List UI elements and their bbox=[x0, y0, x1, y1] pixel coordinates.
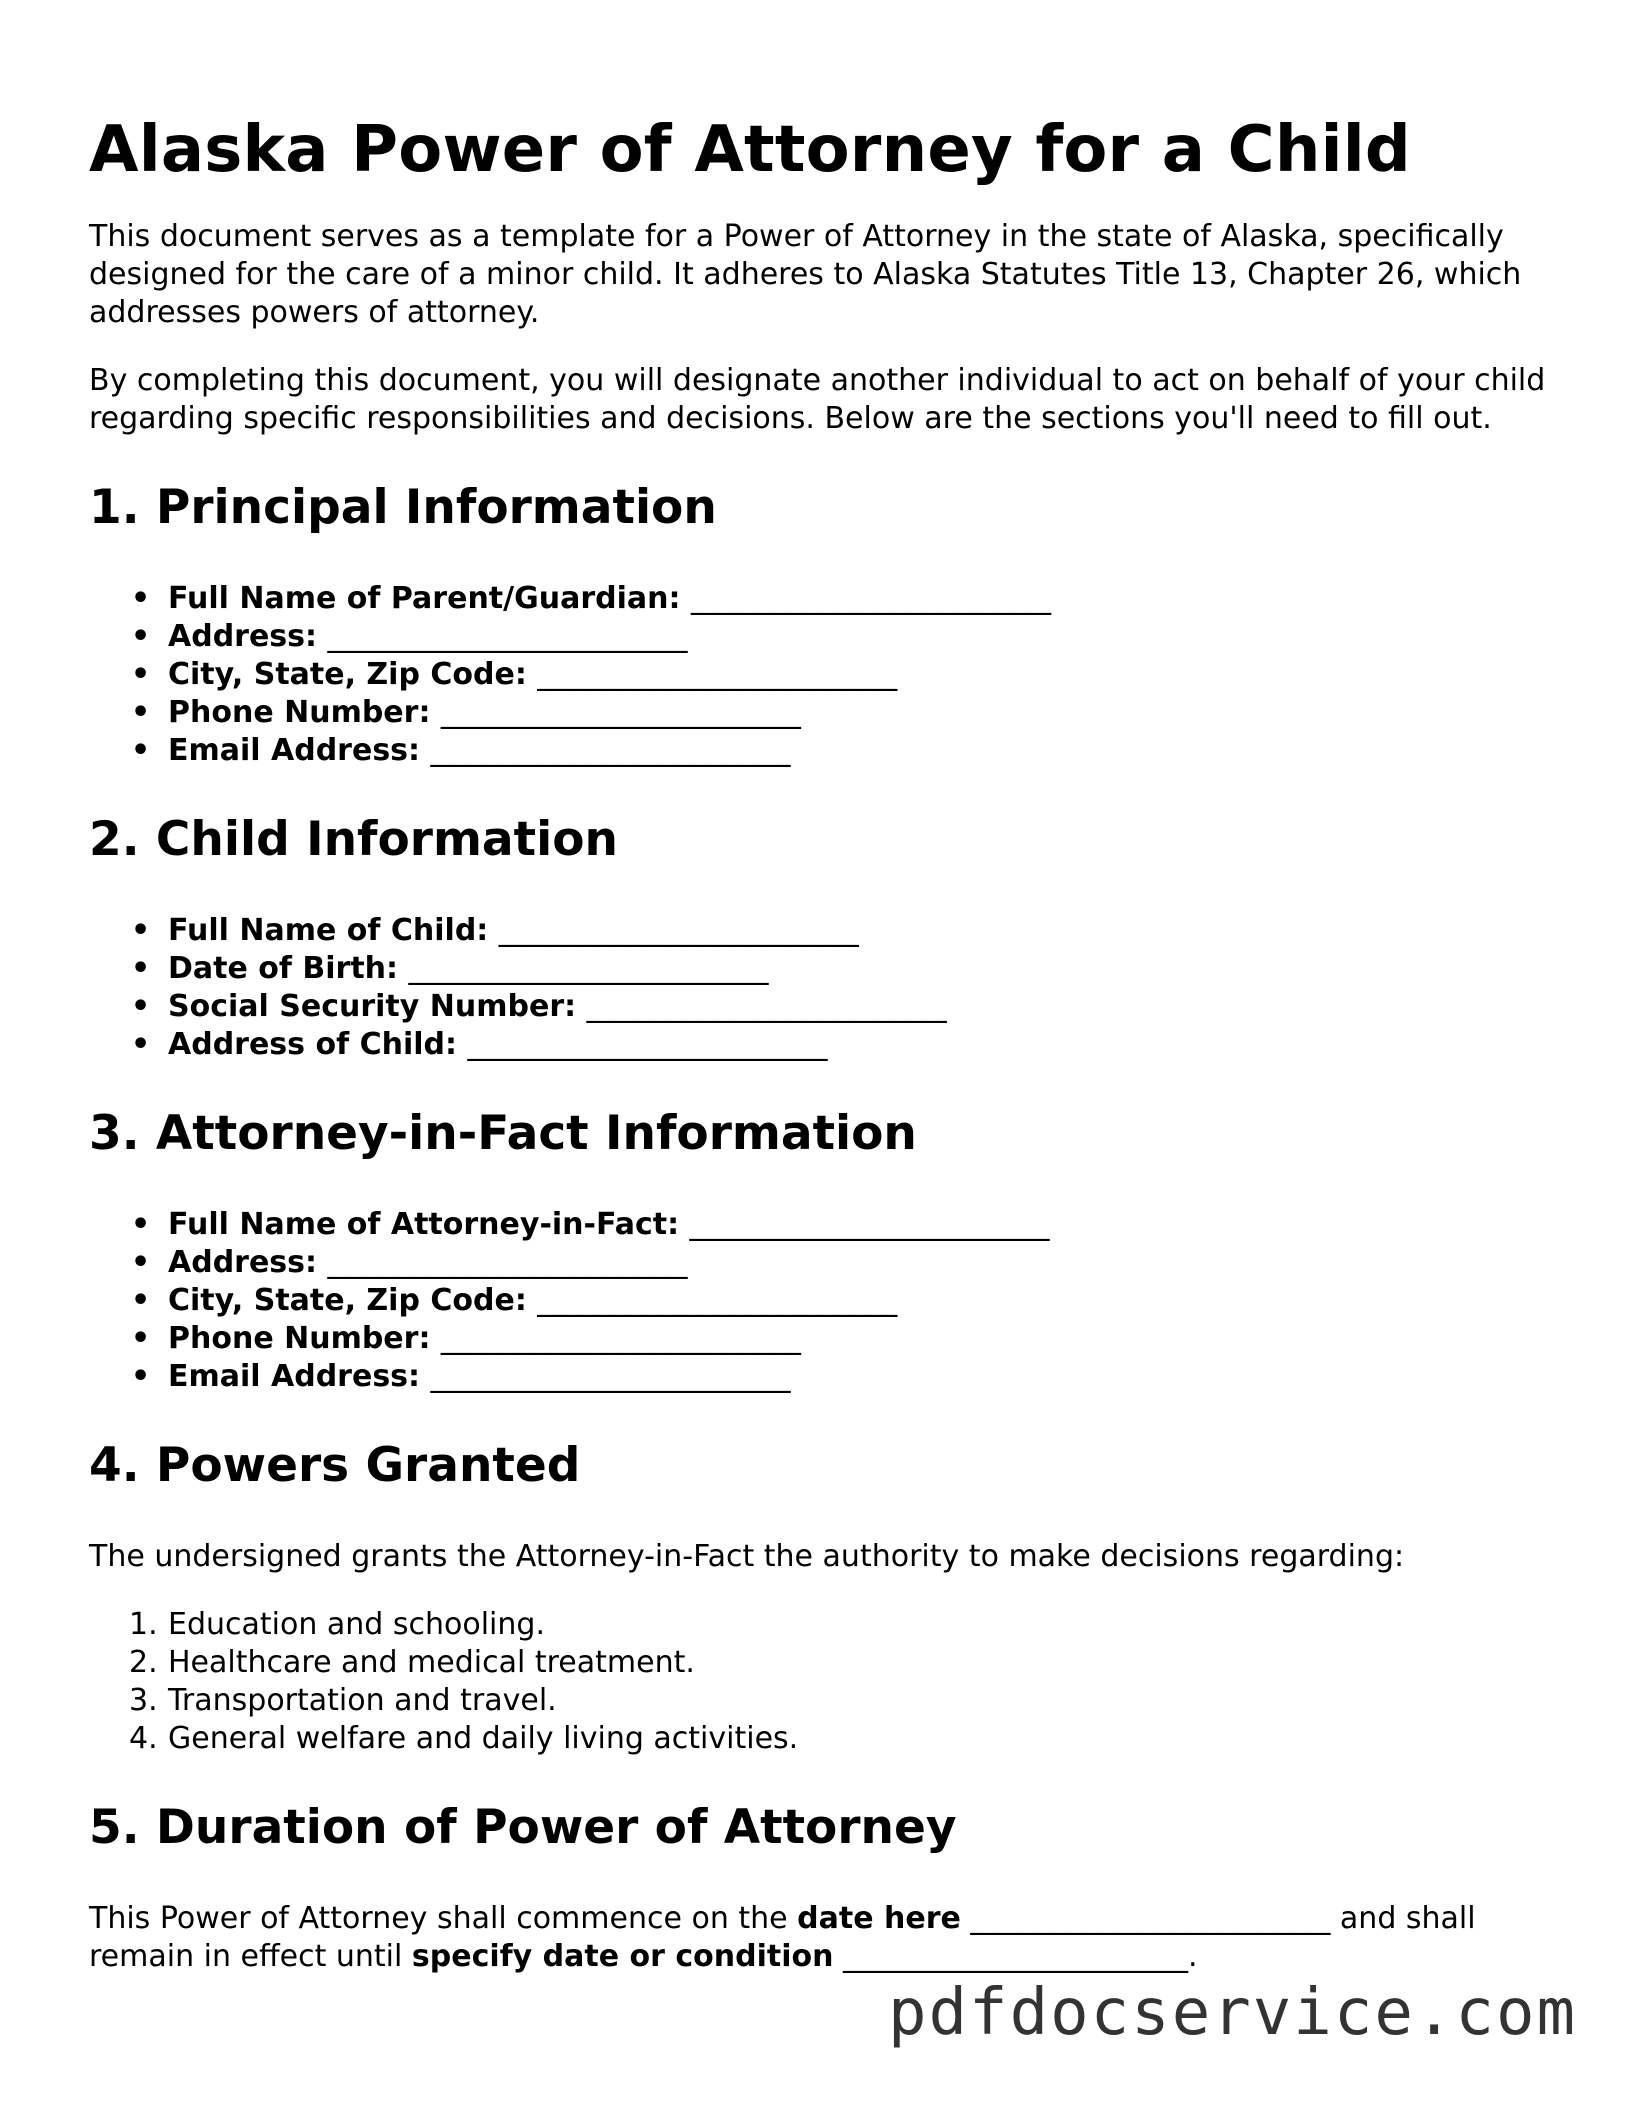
fill-blank[interactable]: ________________________ bbox=[498, 913, 859, 948]
section-powers-heading: 4. Powers Granted bbox=[89, 1438, 581, 1493]
duration-paragraph: This Power of Attorney shall commence on the date here ________________________ and shall remain in effect until specify date or condition _______________________. bbox=[89, 1901, 1476, 1974]
section-duration-heading: 5. Duration of Power of Attorney bbox=[89, 1800, 957, 1855]
section-child-heading: 2. Child Information bbox=[89, 812, 618, 867]
principal-fields-list bbox=[89, 580, 1549, 770]
attorney-fields-list bbox=[89, 1206, 1549, 1396]
fill-blank[interactable]: ________________________ bbox=[440, 695, 801, 730]
fill-blank[interactable]: ________________________ bbox=[408, 951, 769, 986]
field-item: • City, State, Zip Code: ________________________ bbox=[89, 1282, 1549, 1320]
power-item: 1. Education and schooling. bbox=[129, 1607, 545, 1642]
power-item: 4. General welfare and daily living activities. bbox=[129, 1721, 799, 1756]
section-attorney-heading: 3. Attorney-in-Fact Information bbox=[89, 1106, 917, 1161]
power-item: 3. Transportation and travel. bbox=[129, 1683, 557, 1718]
field-item: • Email Address: ________________________ bbox=[89, 1358, 1549, 1396]
fill-blank[interactable]: ________________________ bbox=[430, 733, 791, 768]
power-item: 2. Healthcare and medical treatment. bbox=[129, 1645, 695, 1680]
child-fields-list bbox=[89, 912, 1549, 1064]
field-item: • Full Name of Parent/Guardian: ________________________ bbox=[89, 580, 1549, 618]
field-item: • Address: ________________________ bbox=[89, 1244, 1549, 1282]
powers-intro: The undersigned grants the Attorney-in-Fact the authority to make decisions regarding: bbox=[89, 1539, 1405, 1574]
field-item: • Phone Number: ________________________ bbox=[89, 1320, 1549, 1358]
field-item: • Date of Birth: ________________________ bbox=[89, 950, 1549, 988]
fill-blank[interactable]: _______________________ bbox=[843, 1939, 1189, 1974]
condition-label: specify date or condition bbox=[411, 1939, 834, 1974]
fill-blank[interactable]: ________________________ bbox=[327, 1245, 688, 1280]
fill-blank[interactable]: ________________________ bbox=[970, 1901, 1331, 1936]
document-title: Alaska Power of Attorney for a Child bbox=[89, 113, 1411, 187]
date-here-label: date here bbox=[797, 1901, 961, 1936]
watermark-text: pdfdocservice.com bbox=[887, 1976, 1577, 2050]
field-item: • Full Name of Attorney-in-Fact: ________________________ bbox=[89, 1206, 1549, 1244]
fill-blank[interactable]: ________________________ bbox=[689, 1207, 1050, 1242]
fill-blank[interactable]: ________________________ bbox=[430, 1359, 791, 1394]
section-principal-heading: 1. Principal Information bbox=[89, 480, 717, 535]
field-item: • Phone Number: ________________________ bbox=[89, 694, 1549, 732]
field-item: • City, State, Zip Code: ________________________ bbox=[89, 656, 1549, 694]
field-item: • Email Address: ________________________ bbox=[89, 732, 1549, 770]
field-item: • Social Security Number: ________________________ bbox=[89, 988, 1549, 1026]
fill-blank[interactable]: ________________________ bbox=[467, 1027, 828, 1062]
fill-blank[interactable]: ________________________ bbox=[586, 989, 947, 1024]
fill-blank[interactable]: ________________________ bbox=[537, 657, 898, 692]
powers-list bbox=[89, 1606, 1549, 1758]
intro-paragraph-2: By completing this document, you will designate another individual to act on behalf of your child regarding specific responsibilities and decisions. Below are the sections you'll need to fill out. bbox=[89, 363, 1546, 436]
fill-blank[interactable]: ________________________ bbox=[537, 1283, 898, 1318]
field-item: • Address of Child: ________________________ bbox=[89, 1026, 1549, 1064]
field-item: • Address: ________________________ bbox=[89, 618, 1549, 656]
fill-blank[interactable]: ________________________ bbox=[327, 619, 688, 654]
intro-paragraph-1: This document serves as a template for a Power of Attorney in the state of Alaska, specifically designed for the care of a minor child. It adheres to Alaska Statutes Title 13, Chapter 26, which addresses powers of attorney. bbox=[89, 219, 1522, 330]
fill-blank[interactable]: ________________________ bbox=[690, 581, 1051, 616]
field-item: • Full Name of Child: ________________________ bbox=[89, 912, 1549, 950]
document-page bbox=[89, 108, 1549, 2006]
fill-blank[interactable]: ________________________ bbox=[440, 1321, 801, 1356]
